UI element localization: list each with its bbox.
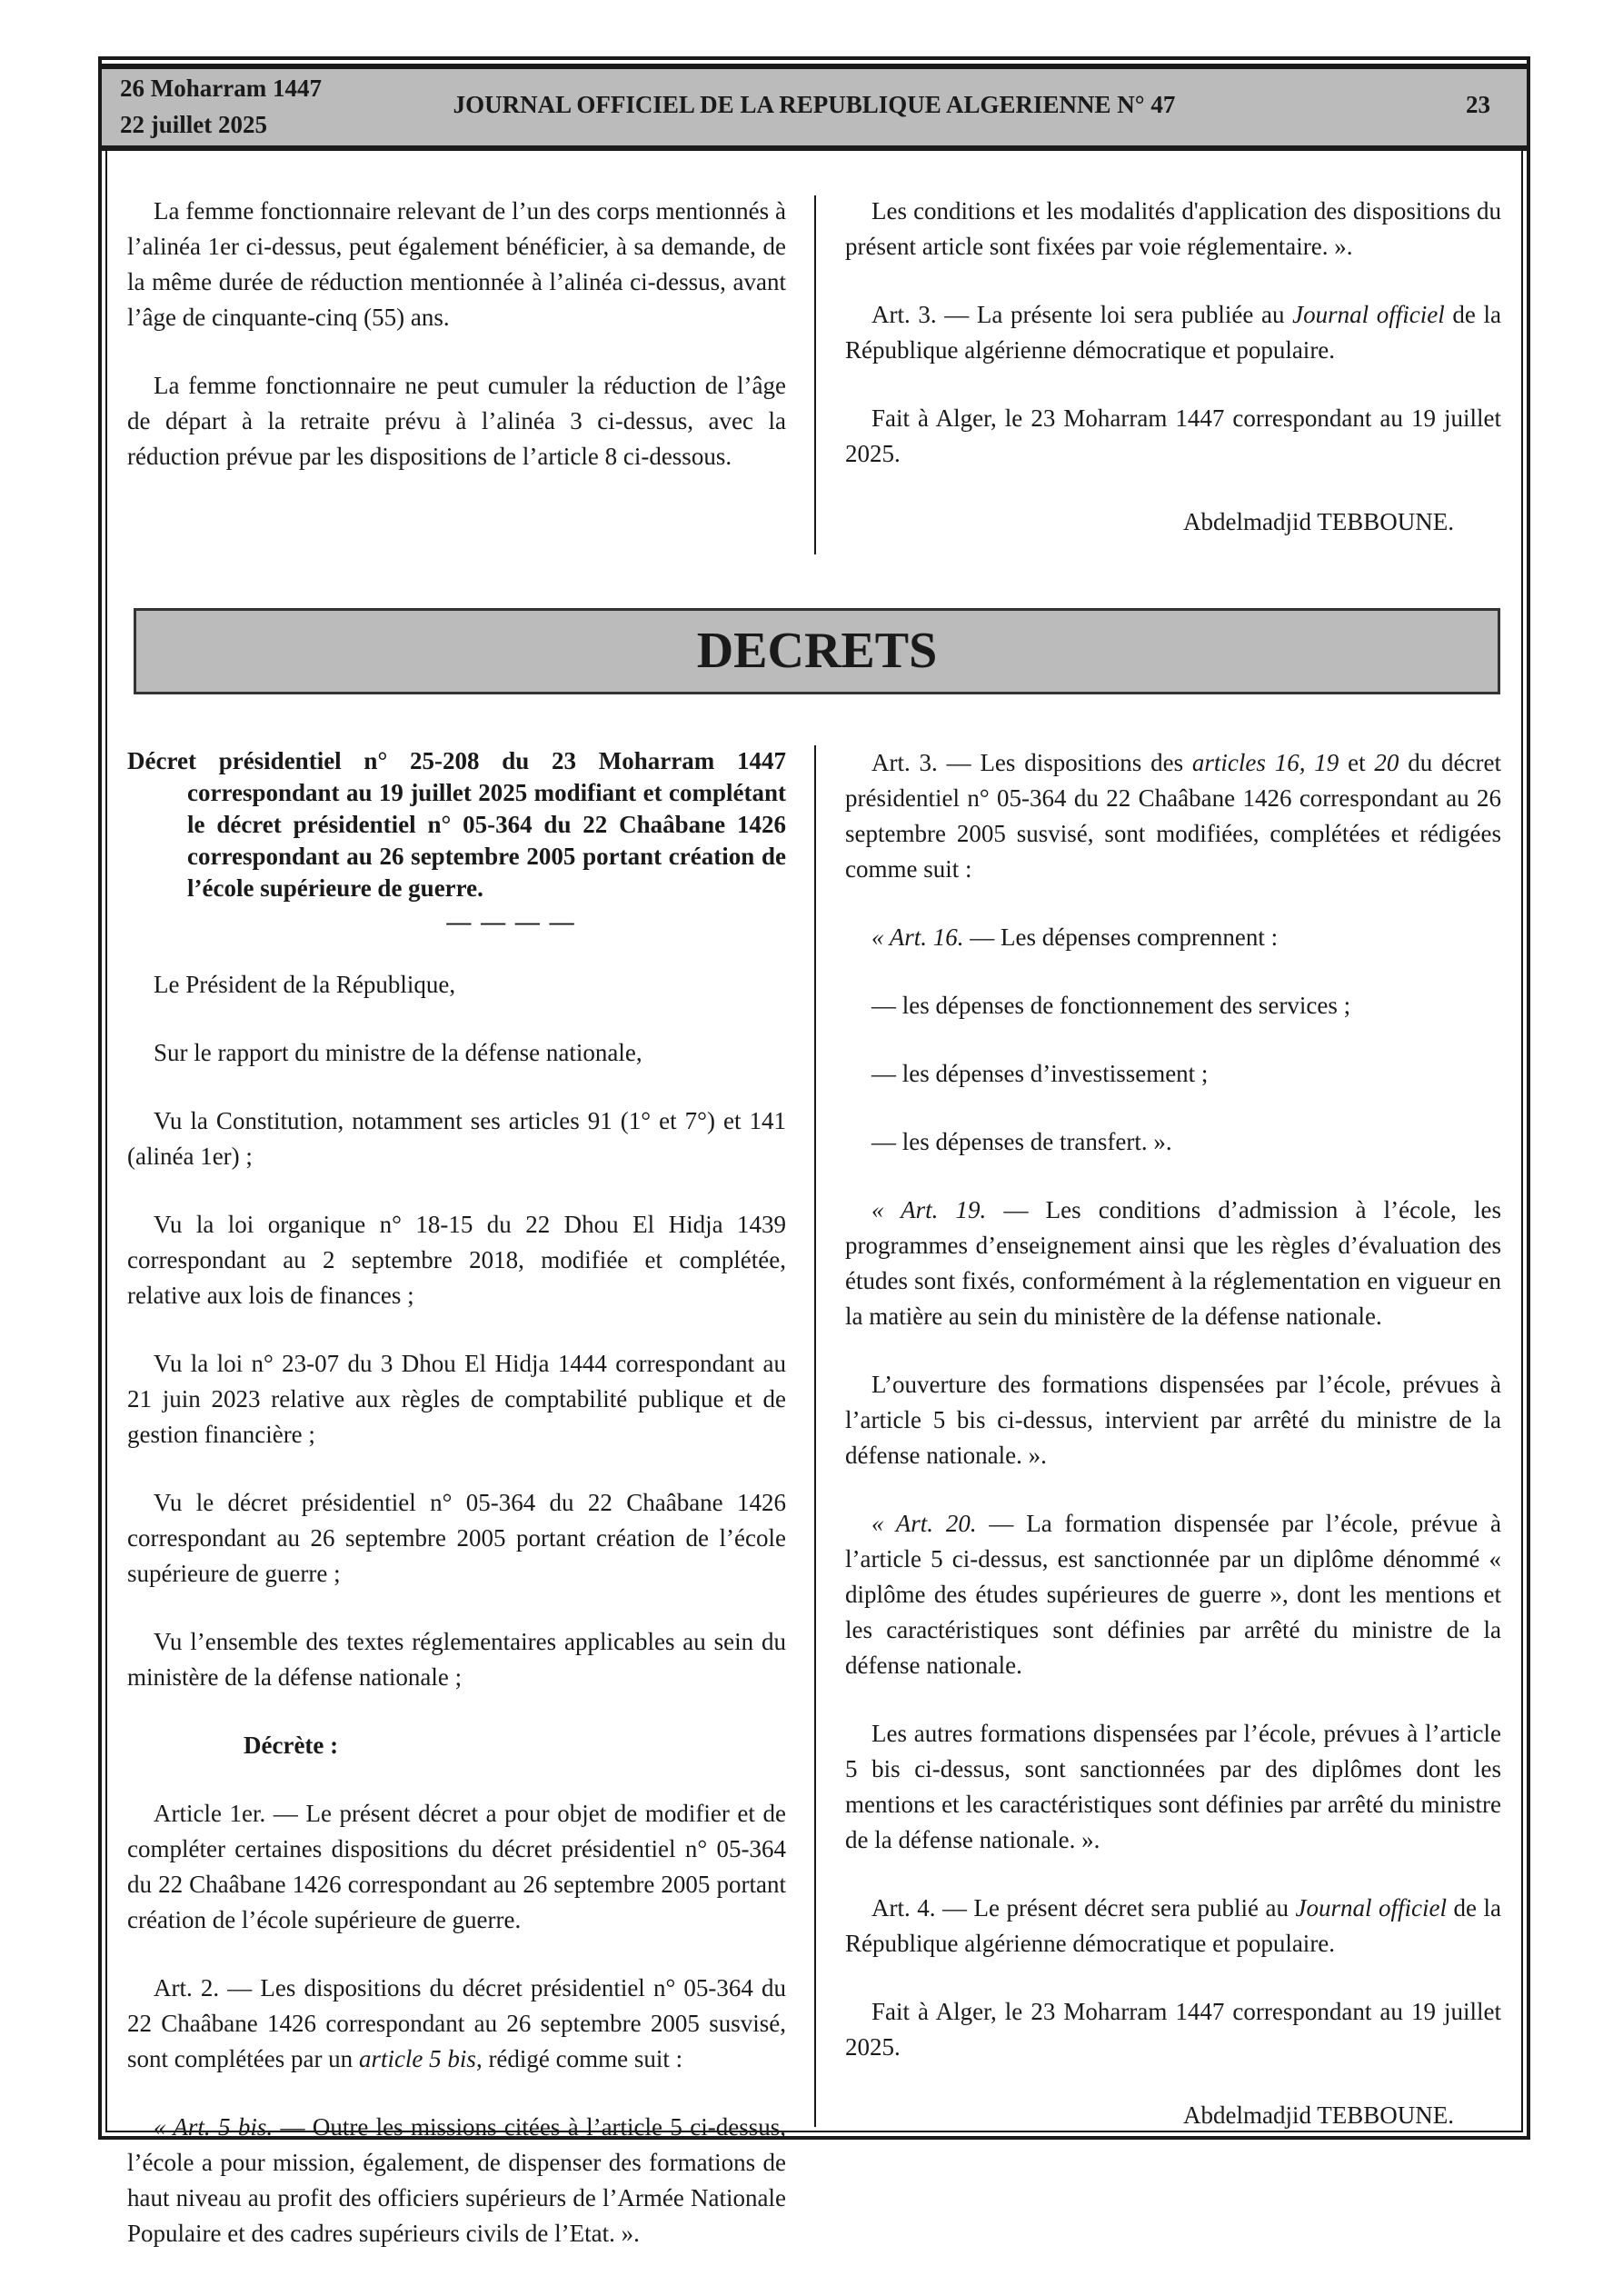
paragraph xyxy=(127,368,786,474)
italic-text: « Art. 5 bis. xyxy=(154,2113,274,2141)
text: et xyxy=(1339,749,1375,776)
paragraph xyxy=(845,1891,1501,1962)
text: Art. 4. — Le présent décret sera publié au xyxy=(871,1894,1296,1922)
text: de la République algérienne démocratique et populaire. xyxy=(845,1894,1501,1957)
signature: Abdelmadjid TEBBOUNE. xyxy=(1183,508,1454,535)
journal-header xyxy=(102,64,1527,151)
paragraph xyxy=(127,1207,786,1313)
text: Art. 3. — Les dispositions des xyxy=(871,749,1192,776)
paragraph xyxy=(845,297,1501,368)
title-separator: — — — — xyxy=(446,908,576,935)
text: Art. 3. — La présente loi sera publiée au xyxy=(871,301,1293,328)
paragraph xyxy=(127,1103,786,1174)
decrete-heading: Décrète : xyxy=(244,1732,339,1759)
text: Sur le rapport du ministre de la défense nationale, xyxy=(154,1039,642,1066)
text: — les dépenses d’investissement ; xyxy=(871,1060,1209,1087)
paragraph xyxy=(845,1716,1501,1858)
paragraph xyxy=(845,1367,1501,1473)
paragraph xyxy=(845,988,1501,1023)
paragraph xyxy=(845,745,1501,887)
paragraph xyxy=(845,920,1501,955)
italic-text: « Art. 16. xyxy=(871,923,964,951)
header-title: JOURNAL OFFICIEL DE LA REPUBLIQUE ALGERIENNE N° 47 xyxy=(453,91,1176,118)
paragraph xyxy=(127,1346,786,1452)
text: du décret présidentiel n° 05-364 du 22 Chaâbane 1426 correspondant au 26 septembre 2005 susvisé, sont modifiées, complétées et rédigées comme suit : xyxy=(845,749,1501,883)
text: — Outre les missions citées à l’article 5 ci-dessus, l’école a pour mission, également, de dispenser des formations de haut niveau au profit des officiers supérieurs de l’Armée Nationale Populaire et des cadres supérieurs civils de l’Etat. ». xyxy=(127,2113,786,2247)
paragraph xyxy=(845,401,1501,472)
text: Vu la loi n° 23-07 du 3 Dhou El Hidja 1444 correspondant au 21 juin 2023 relative aux règles de comptabilité publique et de gestion financière ; xyxy=(127,1350,786,1448)
header-hijri-date: 26 Moharram 1447 xyxy=(120,75,322,102)
decree-left-column xyxy=(127,745,786,2284)
italic-text: « Art. 20. xyxy=(871,1510,977,1537)
page-number: 23 xyxy=(1466,91,1490,118)
paragraph xyxy=(127,1035,786,1071)
text: Les conditions et les modalités d'application des dispositions du présent article sont fixées par voie réglementaire. ». xyxy=(845,197,1501,260)
decree-signature: Abdelmadjid TEBBOUNE. xyxy=(1183,2101,1454,2129)
text: — les dépenses de fonctionnement des services ; xyxy=(871,992,1351,1019)
text: — La formation dispensée par l’école, prévue à l’article 5 ci-dessus, est sanctionnée par un diplôme dénommé « diplôme des études supérieures de guerre », dont les mentions et les caractéristiques sont définies par arrêté du ministre de la défense nationale. xyxy=(845,1510,1502,1679)
decree-title: Décret présidentiel n° 25-208 du 23 Moharram 1447 correspondant au 19 juillet 2025 modifiant et complétant le décret présidentiel n° 05-364 du 22 Chaâbane 1426 correspondant au 26 septembre 2005 portant création de l’école supérieure de guerre. xyxy=(127,747,786,902)
paragraph xyxy=(127,2110,786,2251)
paragraph xyxy=(845,1056,1501,1092)
italic-text: Journal officiel xyxy=(1292,301,1445,328)
text: — les dépenses de transfert. ». xyxy=(871,1128,1172,1155)
text: Vu l’ensemble des textes réglementaires applicables au sein du ministère de la défense nationale ; xyxy=(127,1628,786,1691)
column-divider-top xyxy=(814,195,816,554)
paragraph xyxy=(845,1193,1501,1334)
paragraph xyxy=(127,1485,786,1592)
text: Fait à Alger, le 23 Moharram 1447 correspondant au 19 juillet 2025. xyxy=(845,1998,1501,2061)
text: Vu la Constitution, notamment ses articles 91 (1° et 7°) et 141 (alinéa 1er) ; xyxy=(127,1107,786,1170)
italic-text: Journal officiel xyxy=(1295,1894,1447,1922)
paragraph xyxy=(845,1124,1501,1160)
text: Article 1er. — Le présent décret a pour objet de modifier et de compléter certaines dispositions du décret présidentiel n° 05-364 du 22 Chaâbane 1426 correspondant au 26 septembre 2005 portant création de l’école supérieure de guerre. xyxy=(127,1800,786,1933)
paragraph xyxy=(845,1506,1501,1683)
paragraph xyxy=(127,1971,786,2077)
section-title-decrets: DECRETS xyxy=(134,608,1500,694)
paragraph xyxy=(127,1624,786,1695)
italic-text: 20 xyxy=(1374,749,1399,776)
paragraph xyxy=(127,1796,786,1938)
text: Art. 2. — Les dispositions du décret présidentiel n° 05-364 du 22 Chaâbane 1426 correspondant au 26 septembre 2005 susvisé, sont complétées par un xyxy=(127,1974,786,2072)
top-right-column xyxy=(845,194,1501,573)
text: La femme fonctionnaire ne peut cumuler la réduction de l’âge de départ à la retraite prévu à l’alinéa 3 ci-dessus, avec la réduction prévue par les dispositions de l’article 8 ci-dessous. xyxy=(127,372,786,470)
text: Les autres formations dispensées par l’école, prévues à l’article 5 bis ci-dessus, sont sanctionnées par des diplômes dont les mentions et les caractéristiques sont définies par arrêté du ministre de la défense nationale. ». xyxy=(845,1720,1501,1853)
text: Vu la loi organique n° 18-15 du 22 Dhou El Hidja 1439 correspondant au 2 septembre 2018, modifiée et complétée, relative aux lois de finances ; xyxy=(127,1211,786,1309)
text: Vu le décret présidentiel n° 05-364 du 22 Chaâbane 1426 correspondant au 26 septembre 2005 portant création de l’école supérieure de guerre ; xyxy=(127,1489,786,1587)
paragraph xyxy=(127,967,786,1003)
top-left-column xyxy=(127,194,786,507)
italic-text: articles 16, 19 xyxy=(1191,749,1339,776)
text: — Les dépenses comprennent : xyxy=(963,923,1279,951)
text: L’ouverture des formations dispensées par l’école, prévues à l’article 5 bis ci-dessus, intervient par arrêté du ministre de la défense nationale. ». xyxy=(845,1371,1501,1469)
text: de la République algérienne démocratique et populaire. xyxy=(845,301,1502,364)
paragraph xyxy=(127,194,786,335)
italic-text: article 5 bis xyxy=(358,2045,476,2072)
text: , rédigé comme suit : xyxy=(475,2045,683,2072)
text: La femme fonctionnaire relevant de l’un des corps mentionnés à l’alinéa 1er ci-dessus, peut également bénéficier, à sa demande, de la même durée de réduction mentionnée à l’alinéa ci-dessus, avant l’âge de cinquante-cinq (55) ans. xyxy=(127,197,786,331)
italic-text: « Art. 19. xyxy=(871,1196,987,1223)
paragraph xyxy=(845,194,1501,265)
decree-right-column xyxy=(845,745,1501,2166)
column-divider-bottom xyxy=(814,745,816,2127)
paragraph xyxy=(845,1994,1501,2065)
header-date: 22 juillet 2025 xyxy=(120,111,267,138)
text: — Les conditions d’admission à l’école, les programmes d’enseignement ainsi que les règles d’évaluation des études sont fixés, conformément à la réglementation en vigueur en la matière au sein du ministère de la défense nationale. xyxy=(845,1196,1501,1330)
text: Le Président de la République, xyxy=(154,971,456,998)
text: Fait à Alger, le 23 Moharram 1447 correspondant au 19 juillet 2025. xyxy=(845,404,1501,467)
